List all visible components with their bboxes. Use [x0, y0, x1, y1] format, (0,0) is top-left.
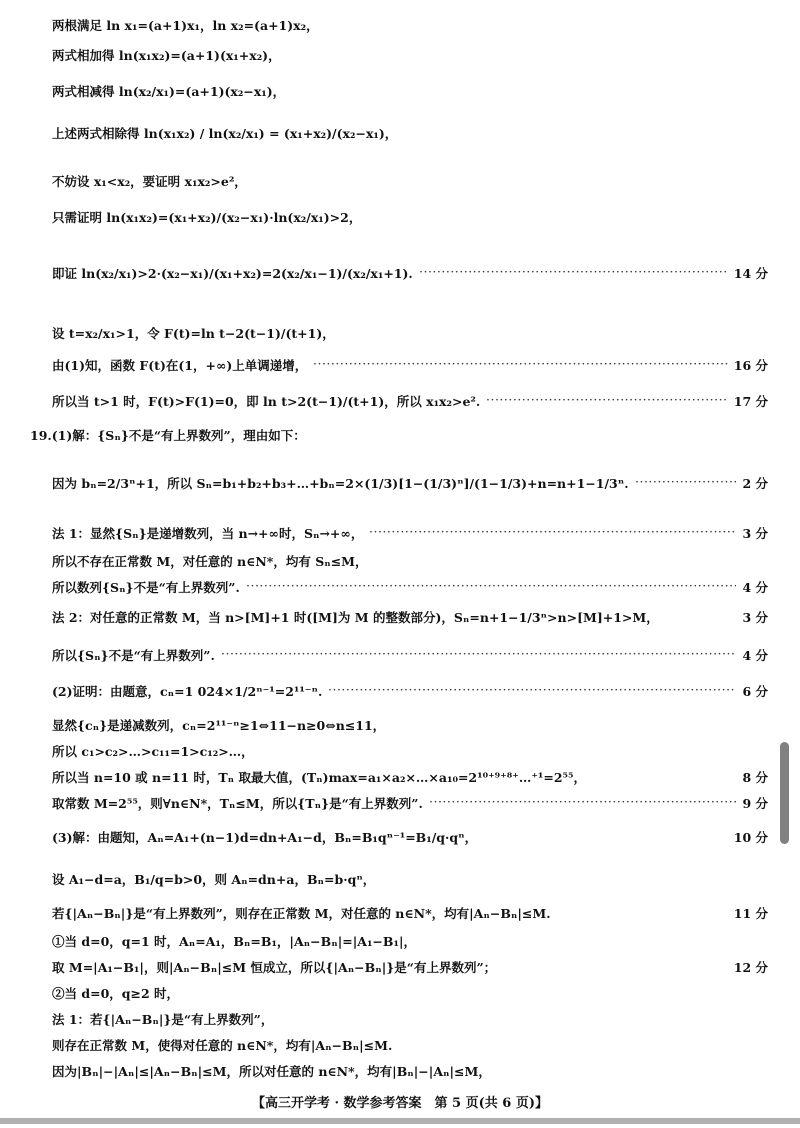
score-leader-dots — [313, 356, 728, 371]
score-label: 2 分 — [742, 476, 768, 491]
line-text: 则存在正常数 M，使得对任意的 n∈N*，均有|Aₙ−Bₙ|≤M. — [52, 1038, 393, 1053]
solution-line — [0, 122, 800, 148]
solution-line — [0, 424, 800, 450]
line-text: 不妨设 x₁<x₂，要证明 x₁x₂>e²， — [52, 174, 247, 189]
solution-line — [0, 576, 800, 602]
solution-line — [0, 14, 800, 40]
solution-line — [0, 390, 800, 416]
solution-line — [0, 322, 800, 348]
line-text: 所以 c₁>c₂>…>c₁₁=1>c₁₂>…， — [52, 744, 254, 759]
score-label: 11 分 — [733, 906, 768, 921]
line-text: 所以数列{Sₙ}不是“有上界数列”. — [52, 580, 240, 595]
line-text: 若{|Aₙ−Bₙ|}是“有上界数列”，则存在正常数 M，对任意的 n∈N*，均有|Aₙ−Bₙ|≤M. — [52, 906, 551, 921]
footer-divider — [0, 1118, 800, 1124]
score-label: 4 分 — [742, 580, 768, 595]
score-leader-dots — [635, 474, 736, 489]
line-text: 取 M=|A₁−B₁|，则|Aₙ−Bₙ|≤M 恒成立，所以{|Aₙ−Bₙ|}是“有上界数列”； — [52, 960, 497, 975]
line-text: 两式相加得 ln(x₁x₂)=(a+1)(x₁+x₂)， — [52, 48, 281, 63]
solution-line — [0, 868, 800, 894]
line-text: 所以当 n=10 或 n=11 时，Tₙ 取最大值，(Tₙ)max=a₁×a₂×…×a₁₀=2¹⁰⁺⁹⁺⁸⁺…⁺¹=2⁵⁵， — [52, 770, 587, 785]
solution-line — [0, 354, 800, 380]
solution-line — [0, 714, 800, 740]
solution-line — [0, 170, 800, 196]
line-text: 显然{cₙ}是递减数列，cₙ=2¹¹⁻ⁿ≥1⇔11−n≥0⇔n≤11， — [52, 718, 386, 733]
solution-line — [0, 644, 800, 670]
score-leader-dots — [328, 682, 736, 697]
line-text: 由(1)知，函数 F(t)在(1，+∞)上单调递增， — [52, 358, 308, 373]
score-leader-dots — [419, 264, 728, 279]
solution-line — [0, 1008, 800, 1034]
line-text: 只需证明 ln(x₁x₂)=(x₁+x₂)/(x₂−x₁)·ln(x₂/x₁)>2， — [52, 210, 362, 225]
score-label: 3 分 — [742, 526, 768, 541]
line-text: 法 1：若{|Aₙ−Bₙ|}是“有上界数列”， — [52, 1012, 274, 1027]
score-leader-dots — [369, 524, 736, 539]
line-text: 法 1：显然{Sₙ}是递增数列，当 n→+∞时，Sₙ→+∞， — [52, 526, 364, 541]
line-text: 法 2：对任意的正常数 M，当 n>[M]+1 时([M]为 M 的整数部分)，Sₙ=n+1−1/3ⁿ>n>[M]+1>M， — [52, 610, 659, 625]
score-label: 17 分 — [733, 394, 768, 409]
solution-line — [0, 792, 800, 818]
solution-line — [0, 550, 800, 576]
solution-line — [0, 206, 800, 232]
line-text: (3)解：由题知，Aₙ=A₁+(n−1)d=dn+A₁−d，Bₙ=B₁qⁿ⁻¹=B₁/q·qⁿ， — [52, 830, 478, 845]
line-text: 所以{Sₙ}不是“有上界数列”. — [52, 648, 215, 663]
line-text: 19.(1)解：{Sₙ}不是“有上界数列”，理由如下： — [30, 428, 306, 443]
score-label: 12 分 — [733, 960, 768, 975]
solution-line — [0, 472, 800, 498]
solution-line — [0, 606, 800, 632]
solution-line — [0, 680, 800, 706]
solution-line — [0, 766, 800, 792]
scrollbar-thumb[interactable] — [780, 742, 789, 844]
line-text: ②当 d=0，q≥2 时， — [52, 986, 180, 1001]
solution-line — [0, 44, 800, 70]
score-label: 14 分 — [733, 266, 768, 281]
solution-line — [0, 262, 800, 288]
solution-line — [0, 930, 800, 956]
line-text: 即证 ln(x₂/x₁)>2·(x₂−x₁)/(x₁+x₂)=2(x₂/x₁−1)/(x₂/x₁+1). — [52, 266, 413, 281]
solution-line — [0, 982, 800, 1008]
solution-line — [0, 826, 800, 852]
solution-line — [0, 522, 800, 548]
solution-line — [0, 740, 800, 766]
score-label: 6 分 — [742, 684, 768, 699]
score-leader-dots — [486, 392, 728, 407]
line-text: 两根满足 ln x₁=(a+1)x₁，ln x₂=(a+1)x₂， — [52, 18, 319, 33]
score-leader-dots — [429, 794, 736, 809]
line-text: 因为 bₙ=2/3ⁿ+1，所以 Sₙ=b₁+b₂+b₃+…+bₙ=2×(1/3)[1−(1/3)ⁿ]/(1−1/3)+n=n+1−1/3ⁿ. — [52, 476, 629, 491]
score-leader-dots — [221, 646, 736, 661]
score-label: 10 分 — [733, 830, 768, 845]
line-text: 设 A₁−d=a，B₁/q=b>0，则 Aₙ=dn+a，Bₙ=b·qⁿ， — [52, 872, 376, 887]
line-text: ①当 d=0，q=1 时，Aₙ=A₁，Bₙ=B₁，|Aₙ−Bₙ|=|A₁−B₁|， — [52, 934, 416, 949]
solution-line — [0, 956, 800, 982]
score-label: 9 分 — [742, 796, 768, 811]
solution-line — [0, 902, 800, 928]
line-text: 因为|Bₙ|−|Aₙ|≤|Aₙ−Bₙ|≤M，所以对任意的 n∈N*，均有|Bₙ|−|Aₙ|≤M， — [52, 1064, 491, 1079]
line-text: 设 t=x₂/x₁>1，令 F(t)=ln t−2(t−1)/(t+1)， — [52, 326, 335, 341]
solution-line — [0, 1060, 800, 1086]
page-footer: 【高三开学考 · 数学参考答案 第 5 页(共 6 页)】 — [251, 1096, 549, 1111]
line-text: 所以当 t>1 时，F(t)>F(1)=0，即 ln t>2(t−1)/(t+1)，所以 x₁x₂>e². — [52, 394, 481, 409]
line-text: (2)证明：由题意，cₙ=1 024×1/2ⁿ⁻¹=2¹¹⁻ⁿ. — [52, 684, 323, 699]
solution-line — [0, 80, 800, 106]
score-label: 16 分 — [733, 358, 768, 373]
line-text: 取常数 M=2⁵⁵，则∀n∈N*，Tₙ≤M，所以{Tₙ}是“有上界数列”. — [52, 796, 423, 811]
score-label: 8 分 — [742, 770, 768, 785]
line-text: 两式相减得 ln(x₂/x₁)=(a+1)(x₂−x₁)， — [52, 84, 286, 99]
score-label: 3 分 — [742, 610, 768, 625]
line-text: 上述两式相除得 ln(x₁x₂) / ln(x₂/x₁) = (x₁+x₂)/(x₂−x₁)， — [52, 126, 398, 141]
score-label: 4 分 — [742, 648, 768, 663]
score-leader-dots — [246, 578, 736, 593]
line-text: 所以不存在正常数 M，对任意的 n∈N*，均有 Sₙ≤M， — [52, 554, 368, 569]
solution-line — [0, 1034, 800, 1060]
